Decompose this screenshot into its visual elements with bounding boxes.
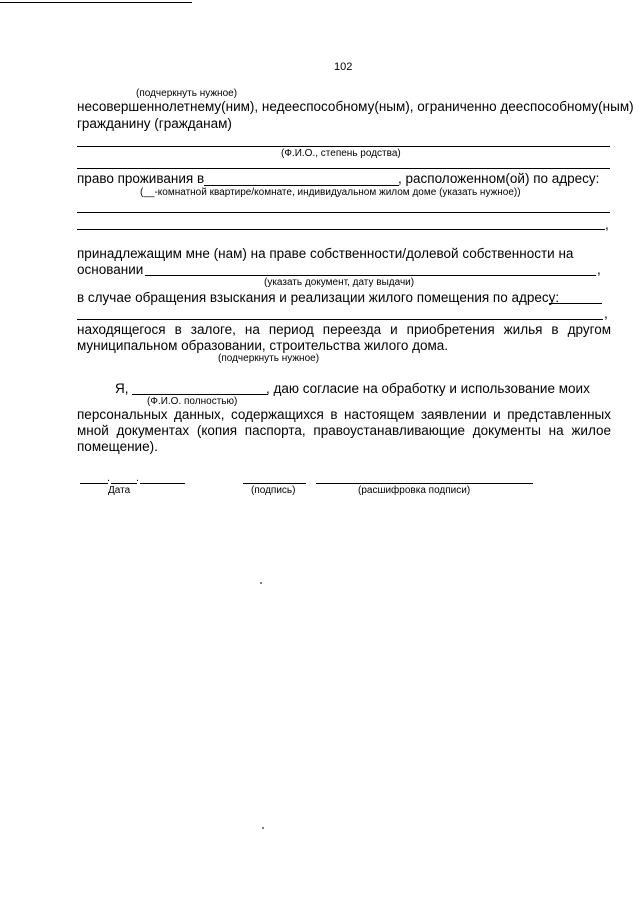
- consent-suffix: , даю согласие на обработку и использование моих: [266, 381, 590, 396]
- fio-relation-caption: (Ф.И.О., степень родства): [281, 148, 401, 159]
- consent-fio-field[interactable]: [132, 394, 268, 395]
- blank-line-1: [77, 168, 610, 169]
- ownership-prefix: основании: [77, 262, 144, 277]
- fio-relation-line: [77, 146, 610, 147]
- date-field-year[interactable]: [140, 483, 185, 484]
- signature-label: (подпись): [251, 485, 296, 496]
- residence-prefix: право проживания в: [77, 171, 205, 186]
- consent-line-4: помещение).: [77, 439, 158, 454]
- pledge-line-1: находящегося в залоге, на период переезда и приобретения жилья в другом: [77, 322, 611, 337]
- date-dot-1: .: [107, 472, 111, 484]
- scan-edge-line: [0, 2, 192, 3]
- paragraph-1-line-2: гражданину (гражданам): [77, 116, 232, 131]
- date-field-month[interactable]: [111, 483, 137, 484]
- date-field-day[interactable]: [80, 483, 108, 484]
- consent-prefix: Я,: [115, 381, 129, 396]
- room-type-caption: (__-комнатной квартире/комнате, индивидуальном жилом доме (указать нужное)): [140, 187, 521, 198]
- signature-decoding-label: (расшифровка подписи): [358, 485, 471, 496]
- consent-line-2: персональных данных, содержащихся в настоящем заявлении и представленных: [77, 407, 611, 422]
- foreclosure-address-field[interactable]: [549, 303, 602, 304]
- ownership-line-1: принадлежащим мне (нам) на праве собственности/долевой собственности на: [77, 246, 574, 261]
- scan-speck: [260, 582, 262, 584]
- comma-2: ,: [597, 262, 601, 277]
- scan-speck: [262, 827, 264, 829]
- page-number: 102: [334, 61, 353, 73]
- residence-suffix: , расположенном(ой) по адресу:: [398, 171, 600, 186]
- date-dot-2: .: [136, 472, 140, 484]
- document-caption: (указать документ, дату выдачи): [264, 277, 415, 288]
- address-line-2[interactable]: [77, 229, 605, 230]
- address-line-1[interactable]: [77, 212, 610, 213]
- hint-underline-top: (подчеркнуть нужное): [136, 88, 238, 99]
- foreclosure-line: в случае обращения взыскания и реализации жилого помещения по адресу:: [77, 290, 560, 305]
- signature-field[interactable]: [243, 483, 306, 484]
- ownership-basis-field[interactable]: [145, 275, 596, 276]
- residence-type-field[interactable]: [204, 185, 399, 186]
- signature-decoding-field[interactable]: [316, 483, 533, 484]
- paragraph-1-line-1: несовершеннолетнему(ним), недееспособному(ным), ограниченно дееспособному(ным): [77, 99, 634, 114]
- consent-line-3: мной документах (копия паспорта, правоустанавливающие документы на жилое: [77, 423, 611, 438]
- address-line-3[interactable]: [77, 319, 603, 320]
- pledge-line-2: муниципальном образовании, строительства жилого дома.: [77, 338, 449, 353]
- comma-3: ,: [604, 306, 608, 321]
- fio-full-caption: (Ф.И.О. полностью): [147, 396, 238, 407]
- comma-1: ,: [605, 217, 609, 232]
- date-label: Дата: [108, 485, 131, 496]
- hint-underline-bottom: (подчеркнуть нужное): [218, 353, 320, 364]
